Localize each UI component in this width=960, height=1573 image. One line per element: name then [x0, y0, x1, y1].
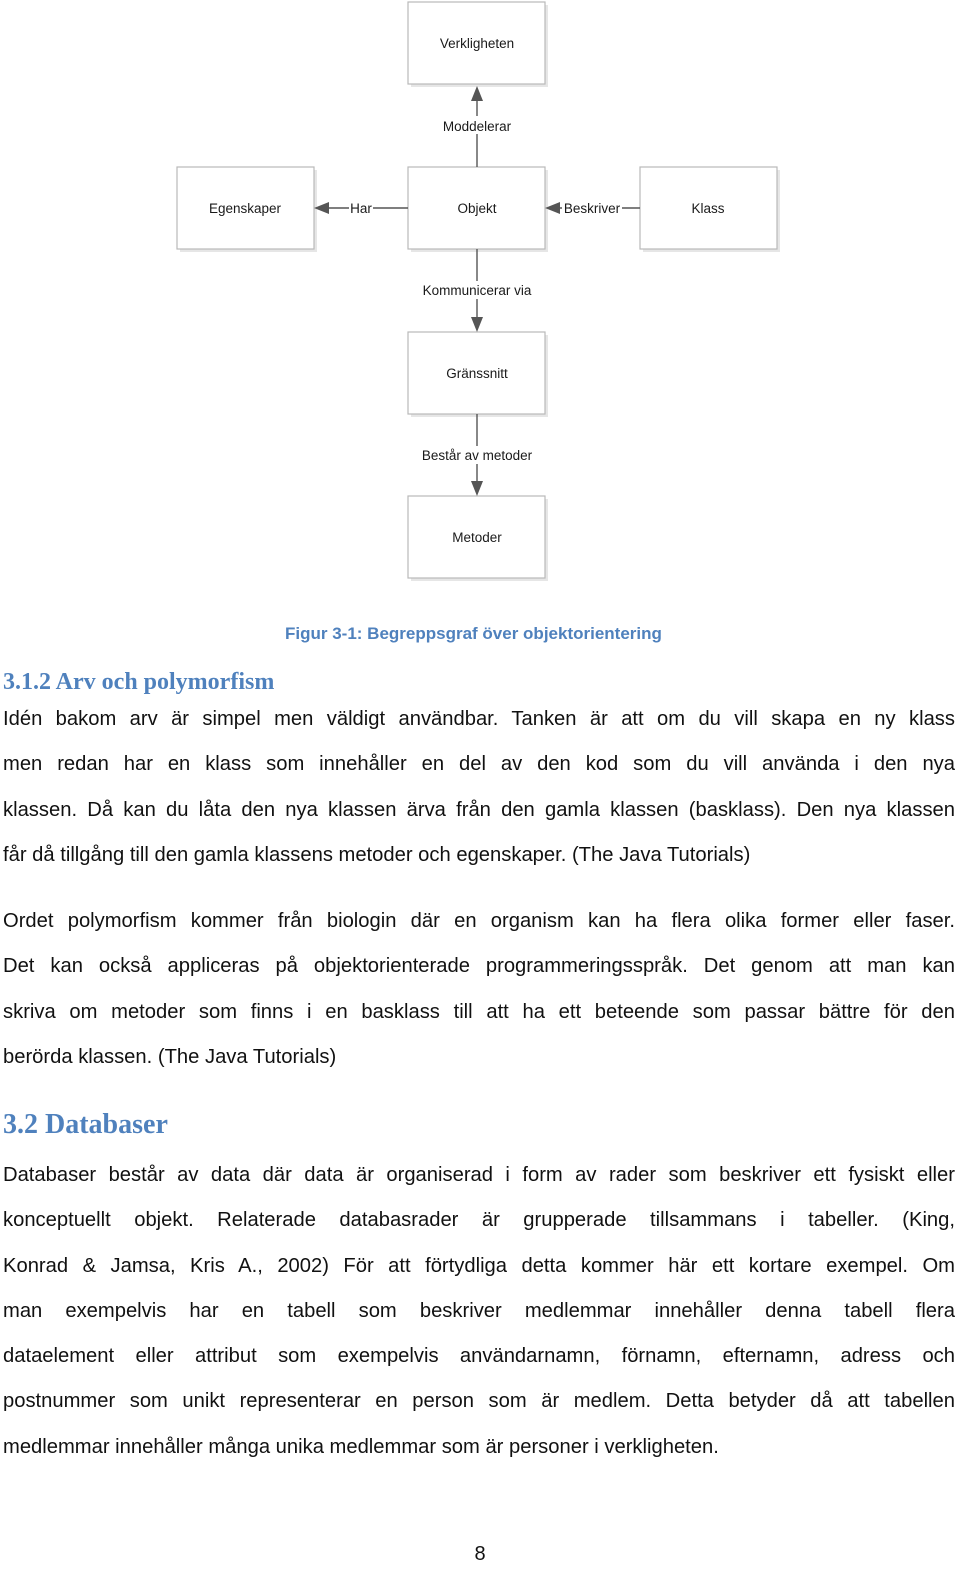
node-klass [640, 167, 780, 252]
node-egenskaper [177, 167, 317, 252]
edge-bestar [415, 414, 539, 496]
edge-kommunicerar [417, 249, 537, 332]
edge-har [314, 200, 408, 217]
figure-caption: Figur 3-1: Begreppsgraf över objektorientering [285, 624, 662, 643]
edge-har-label: Har [350, 201, 372, 216]
node-verkligheten-label: Verkligheten [439, 36, 515, 51]
text-line: Idén bakom arv är simpel men väldigt användbar. Tanken är att om du vill skapa en ny klass [3, 708, 955, 730]
text-line: dataelement eller attribut som exempelvis användarnamn, förnamn, efternamn, adress och [3, 1345, 955, 1368]
text-line: konceptuellt objekt. Relaterade databasrader är grupperade tillsammans i tabeller. (King, [3, 1209, 955, 1232]
edge-bestar-label: Består av metoder [421, 448, 533, 463]
edge-beskriver [545, 200, 640, 217]
text-line: Databaser består av data där data är organiserad i form av rader som beskriver ett fysiskt eller [3, 1164, 955, 1186]
arrow-up-icon [471, 86, 483, 101]
text-line: berörda klassen. (The Java Tutorials) [3, 1045, 337, 1068]
text-line: Det kan också appliceras på objektorienterade programmeringsspråk. Det genom att man kan [3, 955, 955, 978]
node-objekt-label: Objekt [457, 201, 497, 216]
text-line: postnummer som unikt representerar en person som är medlem. Detta betyder då att tabellen [3, 1390, 955, 1413]
arrow-down-icon [471, 317, 483, 332]
arrow-down-icon [471, 481, 483, 496]
text-line: Ordet polymorfism kommer från biologin där en organism kan ha flera olika former eller faser. [3, 910, 955, 932]
edge-kommunicerar-label: Kommunicerar via [422, 283, 532, 298]
concept-diagram [0, 0, 960, 600]
node-metoder-label: Metoder [452, 530, 502, 545]
page-number: 8 [474, 1543, 486, 1565]
paragraph-arv [3, 697, 955, 878]
edge-beskriver-label: Beskriver [563, 201, 621, 216]
node-granssnitt-label: Gränssnitt [446, 366, 508, 381]
node-klass-label: Klass [691, 201, 725, 216]
section-heading-arv: 3.1.2 Arv och polymorfism [3, 669, 275, 695]
node-verkligheten [408, 2, 548, 87]
section-heading-databaser: 3.2 Databaser [3, 1109, 168, 1140]
text-line: man exempelvis har en tabell som beskriver medlemmar innehåller denna tabell flera [3, 1299, 955, 1322]
text-line: men redan har en klass som innehåller en del av den kod som du vill använda i den nya [3, 753, 955, 776]
text-line: klassen. Då kan du låta den nya klassen ärva från den gamla klassen (basklass). Den nya klassen [3, 798, 955, 821]
edge-moddelerar [437, 86, 517, 167]
node-objekt [408, 167, 548, 252]
text-line: skriva om metoder som finns i en basklass till att ha ett beteende som passar bättre för den [3, 1000, 955, 1023]
node-granssnitt [408, 332, 548, 417]
node-egenskaper-label: Egenskaper [208, 201, 282, 216]
paragraph-databaser [3, 1153, 955, 1470]
text-line: medlemmar innehåller många unika medlemmar som är personer i verkligheten. [3, 1435, 719, 1458]
text-line: får då tillgång till den gamla klassens metoder och egenskaper. (The Java Tutorials) [3, 843, 751, 866]
edge-moddelerar-label: Moddelerar [442, 119, 512, 134]
text-line: Konrad & Jamsa, Kris A., 2002) För att förtydliga detta kommer här ett kortare exempel. Om [3, 1254, 955, 1277]
paragraph-polymorfism [3, 899, 955, 1080]
node-metoder [408, 496, 548, 581]
